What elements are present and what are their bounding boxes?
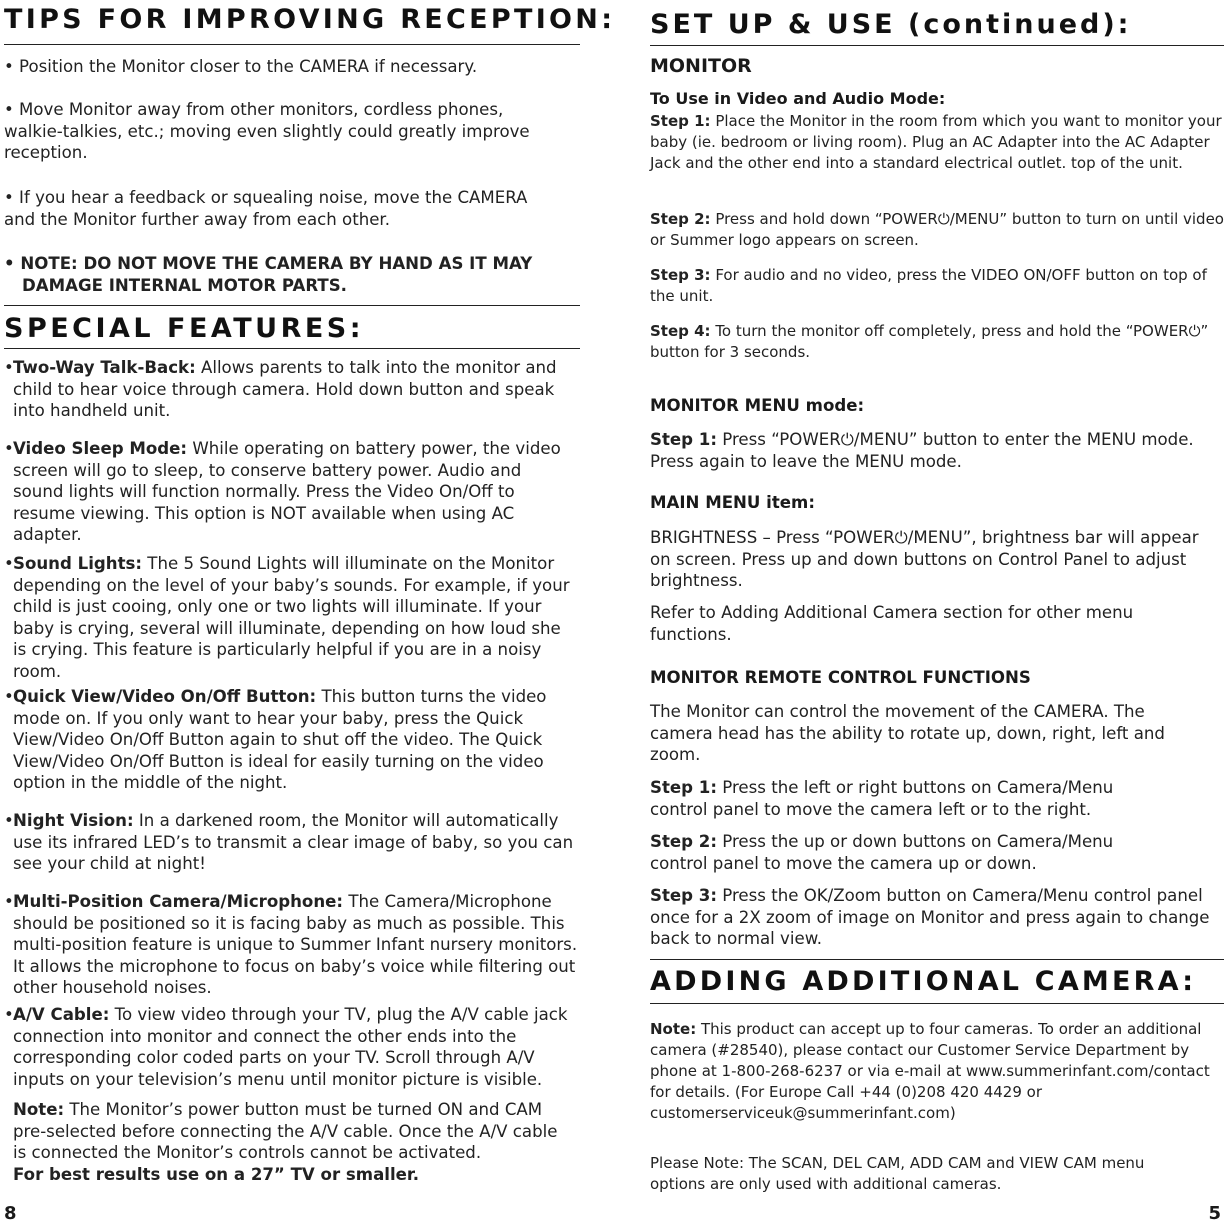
main-menu-heading: MAIN MENU item: [650, 493, 815, 512]
section-rule [4, 305, 580, 306]
menu-mode-heading: MONITOR MENU mode: [650, 396, 865, 415]
step-text: Place the Monitor in the room from which you want to monitor your baby (ie. bedroom or living room). Plug an AC Adapter into the AC Adapter Jack and the other end into a standard electrical outlet. top of the unit. [650, 112, 1222, 172]
step-text: Press the OK/Zoom button on Camera/Menu control panel once for a 2X zoom of image on Monitor and press again to change back to normal view. [650, 886, 1210, 948]
power-icon: ⏻ [894, 528, 908, 547]
feature-label: Night Vision: [13, 811, 134, 830]
feature-item [4, 438, 580, 546]
bullet: • [4, 254, 21, 273]
setup-rule [650, 45, 1224, 46]
feature-text: While operating on battery power, the video screen will go to sleep, to conserve battery power. Audio and sound lights will function normally. Press the Video On/Off to resume viewing. This option is NOT available when using AC adapter. [13, 439, 561, 544]
adding-camera-heading: ADDING ADDITIONAL CAMERA: [650, 966, 1197, 997]
step-text: To turn the monitor off completely, press and hold the “POWER [710, 322, 1189, 340]
tips-rule [4, 44, 580, 45]
remote-step-3 [650, 885, 1210, 950]
step-label: Step 1: [650, 112, 711, 130]
tip-note-text: NOTE: DO NOT MOVE THE CAMERA BY HAND AS IT MAY DAMAGE INTERNAL MOTOR PARTS. [20, 254, 533, 295]
step-label: Step 2: [650, 832, 717, 851]
video-step-4 [650, 321, 1224, 363]
features-rule [4, 348, 580, 349]
video-step-2 [650, 209, 1224, 251]
step-text: Press the left or right buttons on Camera/Menu control panel to move the camera left or to the right. [650, 778, 1114, 819]
step-label: Step 3: [650, 266, 711, 284]
feature-label: Two-Way Talk-Back: [13, 358, 196, 377]
feature-item [4, 357, 580, 422]
tip-item: • Move Monitor away from other monitors, cordless phones, walkie-talkies, etc.; moving even slightly could greatly improve reception. [4, 100, 530, 162]
page-number-right: 5 [1208, 1203, 1221, 1224]
step-label: Step 1: [650, 778, 717, 797]
adding-top-rule [650, 959, 1224, 960]
brightness-text-a: BRIGHTNESS – Press “POWER [650, 528, 895, 547]
refer-text: Refer to Adding Additional Camera section for other menu functions. [650, 603, 1134, 644]
remote-heading: MONITOR REMOTE CONTROL FUNCTIONS [650, 668, 1031, 687]
feature-item [4, 553, 580, 682]
video-step-1 [650, 111, 1224, 174]
step-text: ” button for 3 seconds. [650, 322, 1209, 361]
step-label: Step 4: [650, 322, 711, 340]
step-label: Step 1: [650, 430, 717, 449]
bullet: • [4, 439, 14, 458]
please-note: Please Note: The SCAN, DEL CAM, ADD CAM and VIEW CAM menu options are only used with additional cameras. [650, 1154, 1145, 1193]
step-text: /MENU” button to turn on until video or Summer logo appears on screen. [650, 210, 1224, 249]
setup-heading: SET UP & USE (continued): [650, 9, 1132, 40]
note-text: This product can accept up to four cameras. To order an additional camera (#28540), please contact our Customer Service Department by phone at 1-800-268-6237 or via e-mail at www.summerinfant.com/contact for details. (For Europe Call +44 (0)208 420 4429 or customerserviceuk@summerinfant.com) [650, 1020, 1210, 1122]
feature-text: In a darkened room, the Monitor will automatically use its infrared LED’s to transmit a clear image of baby, so you can see your child at night! [13, 811, 574, 873]
bullet: • [4, 811, 14, 830]
feature-label: Sound Lights: [13, 554, 143, 573]
feature-item [4, 810, 580, 875]
bullet: • [4, 358, 14, 377]
feature-label: Video Sleep Mode: [13, 439, 188, 458]
av-note [4, 1099, 580, 1185]
feature-text: This button turns the video mode on. If you only want to hear your baby, press the Quick View/Video On/Off Button again to shut off the video. The Quick View/Video On/Off Button is ideal for easily turning on the video option in the middle of the night. [13, 687, 547, 792]
adding-note [650, 1019, 1210, 1124]
bullet: • [4, 1005, 14, 1024]
power-icon: ⏻ [937, 210, 950, 228]
feature-text: To view video through your TV, plug the A/V cable jack connection into monitor and connect the other ends into the corresponding color coded parts on your TV. Scroll through A/V inputs on your television’s menu until monitor picture is visible. [13, 1005, 568, 1089]
tip-item: • Position the Monitor closer to the CAMERA if necessary. [4, 57, 478, 76]
feature-text: The Camera/Microphone should be positioned so it is facing baby as much as possible. This multi-position feature is unique to Summer Infant nursery monitors. It allows the microphone to focus on baby’s voice while filtering out other household noises. [13, 892, 578, 997]
step-text: /MENU” button to enter the MENU mode. Press again to leave the MENU mode. [650, 430, 1194, 471]
tips-heading: TIPS FOR IMPROVING RECEPTION: [4, 4, 616, 35]
page-number-left: 8 [4, 1203, 17, 1224]
remote-step-1 [650, 777, 1170, 820]
step-text: Press the up or down buttons on Camera/Menu control panel to move the camera up or down. [650, 832, 1114, 873]
adding-rule [650, 1003, 1224, 1004]
brightness-text [650, 527, 1224, 592]
power-icon: ⏻ [840, 430, 854, 449]
note-label: Note: [650, 1020, 697, 1038]
feature-item [4, 891, 580, 999]
tip-item: • If you hear a feedback or squealing noise, move the CAMERA and the Monitor further away from each other. [4, 188, 528, 229]
video-step-3 [650, 265, 1224, 307]
feature-label: A/V Cable: [13, 1005, 110, 1024]
video-audio-heading: To Use in Video and Audio Mode: [650, 89, 946, 108]
feature-label: Multi-Position Camera/Microphone: [13, 892, 344, 911]
step-label: Step 2: [650, 210, 711, 228]
special-features-heading: SPECIAL FEATURES: [4, 313, 365, 344]
step-text: Press and hold down “POWER [710, 210, 938, 228]
power-icon: ⏻ [1188, 322, 1201, 340]
monitor-heading: MONITOR [650, 55, 752, 77]
remote-step-2 [650, 831, 1170, 874]
feature-text: The 5 Sound Lights will illuminate on the Monitor depending on the level of your baby’s sounds. For example, if your child is just cooing, only one or two lights will illuminate. If your baby is crying, several will illuminate, depending on how loud she is crying. This feature is particularly helpful if you are in a noisy room. [13, 554, 570, 681]
bullet: • [4, 892, 14, 911]
note-label: Note: [13, 1100, 65, 1119]
step-label: Step 3: [650, 886, 717, 905]
feature-text: Allows parents to talk into the monitor and child to hear voice through camera. Hold down button and speak into handheld unit. [13, 358, 557, 420]
bullet: • [4, 554, 14, 573]
note-text: The Monitor’s power button must be turned ON and CAM pre-selected before connecting the A/V cable. Once the A/V cable is connected the Monitor’s controls cannot be activated. [13, 1100, 558, 1162]
tip-note [4, 253, 580, 296]
feature-item [4, 1004, 580, 1090]
remote-intro: The Monitor can control the movement of the CAMERA. The camera head has the ability to rotate up, down, right, left and zoom. [650, 702, 1165, 764]
feature-item [4, 686, 580, 794]
brightness-text-b: /MENU”, brightness bar will appear on screen. Press up and down buttons on Control Panel to adjust brightness. [650, 528, 1199, 590]
step-text: For audio and no video, press the VIDEO ON/OFF button on top of the unit. [650, 266, 1207, 305]
note-emphasis: For best results use on a 27” TV or smaller. [13, 1164, 420, 1184]
bullet: • [4, 687, 14, 706]
menu-step-1 [650, 429, 1224, 472]
step-text: Press “POWER [716, 430, 841, 449]
feature-label: Quick View/Video On/Off Button: [13, 687, 317, 706]
